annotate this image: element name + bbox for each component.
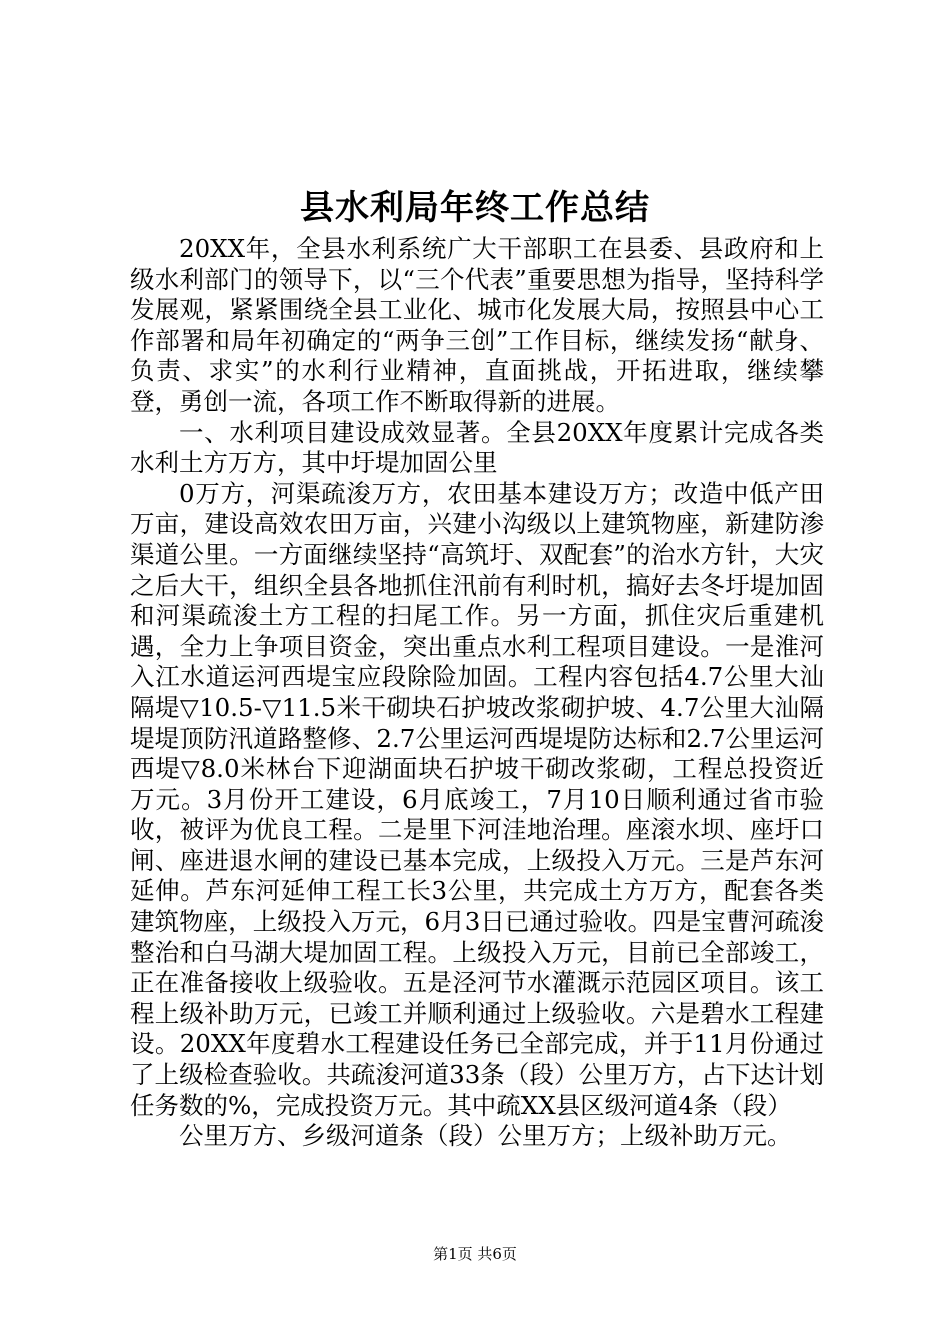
document-title: 县水利局年终工作总结 — [300, 188, 650, 228]
paragraph-section-one: 一、水利项目建设成效显著。全县20XX年度累计完成各类水利土方万方，其中圩堤加固公里 — [130, 417, 824, 478]
paragraph-subsidy: 公里万方、乡级河道条（段）公里万方；上级补助万元。 — [179, 1121, 792, 1151]
paragraph-projects: 0万方，河渠疏浚万方，农田基本建设万方；改造中低产田万亩，建设高效农田万亩，兴建小沟级以上建筑物座，新建防渗渠道公里。一方面继续坚持“高筑圩、双配套”的治水方针，大灾之后大干，组织全县各地抓住汛前有利时机，搞好去冬圩堤加固和河渠疏浚土方工程的扫尾工作。另一方面，抓住灾后重建机遇，全力上争项目资金，突出重点水利工程项目建设。一是淮河入江水道运河西堤宝应段除险加固。工程内容包括4.7公里大汕隔堤▽10.5-▽11.5米干砌块石护坡改浆砌护坡、4.7公里大汕隔堤堤顶防汛道路整修、2.7公里运河西堤堤防达标和2.7公里运河西堤▽8.0米林台下迎湖面块石护坡干砌改浆砌，工程总投资近万元。3月份开工建设，6月底竣工，7月10日顺利通过省市验收，被评为优良工程。二是里下河洼地治理。座滚水坝、座圩口闸、座进退水闸的建设已基本完成，上级投入万元。三是芦东河延伸。芦东河延伸工程工长3公里，共完成土方万方，配套各类建筑物座，上级投入万元，6月3日已通过验收。四是宝曹河疏浚整治和白马湖大堤加固工程。上级投入万元，目前已全部竣工，正在准备接收上级验收。五是泾河节水灌溉示范园区项目。该工程上级补助万元，已竣工并顺利通过上级验收。六是碧水工程建设。20XX年度碧水工程建设任务已全部完成，并于11月份通过了上级检查验收。共疏浚河道33条（段）公里万方，占下达计划任务数的%，完成投资万元。其中疏XX县区级河道4条（段） — [130, 478, 824, 1120]
paragraph-intro: 20XX年，全县水利系统广大干部职工在县委、县政府和上级水利部门的领导下，以“三个代表”重要思想为指导，坚持科学发展观，紧紧围绕全县工业化、城市化发展大局，按照县中心工作部署和局年初确定的“两争三创”工作目标，继续发扬“献身、负责、求实”的水利行业精神，直面挑战，开拓进取，继续攀登，勇创一流，各项工作不断取得新的进展。 — [130, 234, 824, 416]
page-number-footer: 第1页 共6页 — [433, 1245, 517, 1263]
document-body — [130, 234, 824, 1152]
